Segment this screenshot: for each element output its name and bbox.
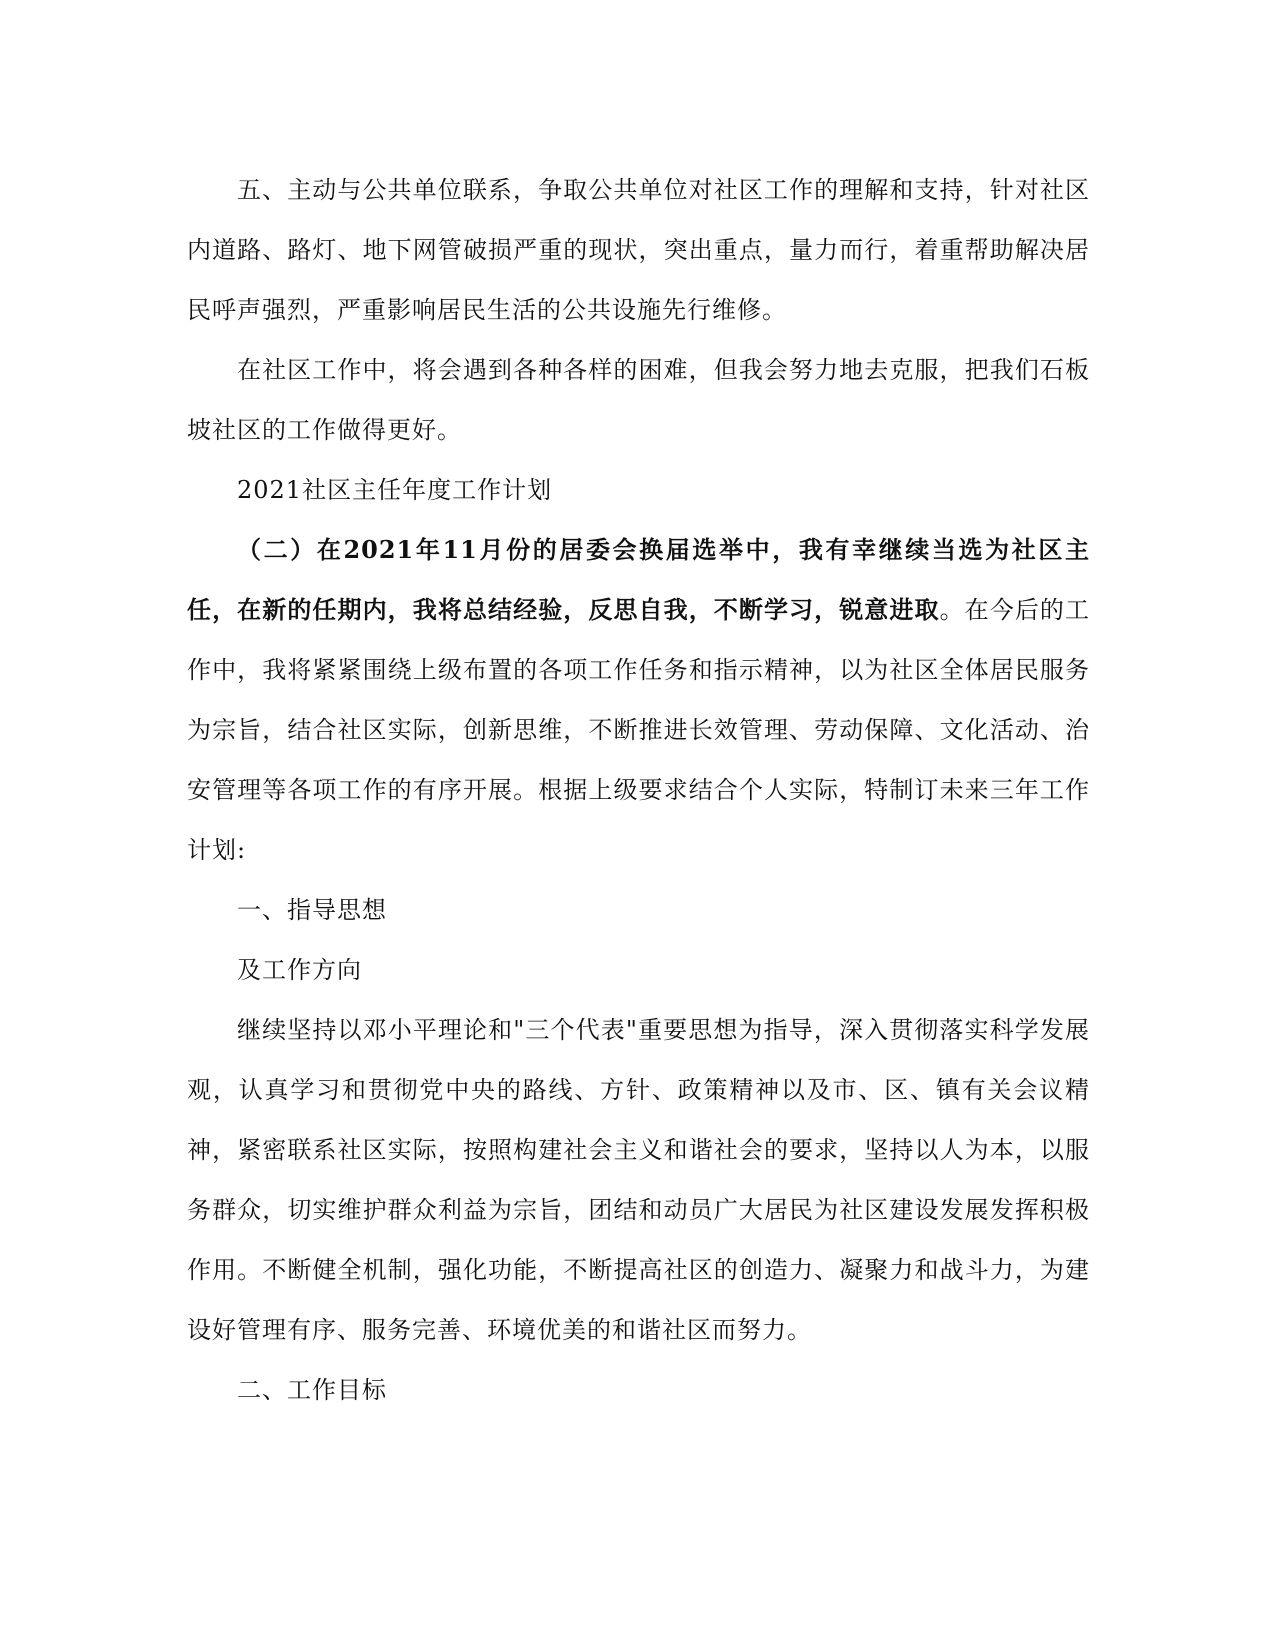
heading-guiding-thought: [187, 880, 1090, 940]
heading-text: 二、工作目标: [237, 1376, 387, 1404]
heading-work-goals: [187, 1360, 1090, 1420]
heading-work-direction: [187, 940, 1090, 1000]
paragraph-item-five: [187, 160, 1090, 340]
title-text: 2021社区主任年度工作计划: [237, 476, 553, 504]
paragraph-guiding-body: [187, 1000, 1090, 1360]
paragraph-text: 。在今后的工作中，我将紧紧围绕上级布置的各项工作任务和指示精神，以为社区全体居民服务为宗旨，结合社区实际，创新思维，不断推进长效管理、劳动保障、文化活动、治安管理等各项工作的有序开展。根据上级要求结合个人实际，特制订未来三年工作计划:: [187, 596, 1091, 864]
paragraph-text: 五、主动与公共单位联系，争取公共单位对社区工作的理解和支持，针对社区内道路、路灯、地下网管破损严重的现状，突出重点，量力而行，着重帮助解决居民呼声强烈，严重影响居民生活的公共设施先行维修。: [187, 176, 1090, 324]
section-title: [187, 460, 1090, 520]
paragraph-text: 在社区工作中，将会遇到各种各样的困难，但我会努力地去克服，把我们石板坡社区的工作做得更好。: [187, 356, 1090, 444]
heading-text: 及工作方向: [237, 956, 362, 984]
paragraph-intro: [187, 520, 1090, 880]
heading-text: 一、指导思想: [237, 896, 387, 924]
bold-lead-text: （二）在2021年11月份的居委会换届选举中，我有幸继续当选为社区主任，在新的任期内，我将总结经验，反思自我，不断学习，锐意进取: [187, 535, 1090, 624]
paragraph-text: 继续坚持以邓小平理论和"三个代表"重要思想为指导，深入贯彻落实科学发展观，认真学习和贯彻党中央的路线、方针、政策精神以及市、区、镇有关会议精神，紧密联系社区实际，按照构建社会主义和谐社会的要求，坚持以人为本，以服务群众，切实维护群众利益为宗旨，团结和动员广大居民为社区建设发展发挥积极作用。不断健全机制，强化功能，不断提高社区的创造力、凝聚力和战斗力，为建设好管理有序、服务完善、环境优美的和谐社区而努力。: [187, 1016, 1090, 1344]
paragraph-closing: [187, 340, 1090, 460]
document-page: [187, 160, 1090, 1420]
